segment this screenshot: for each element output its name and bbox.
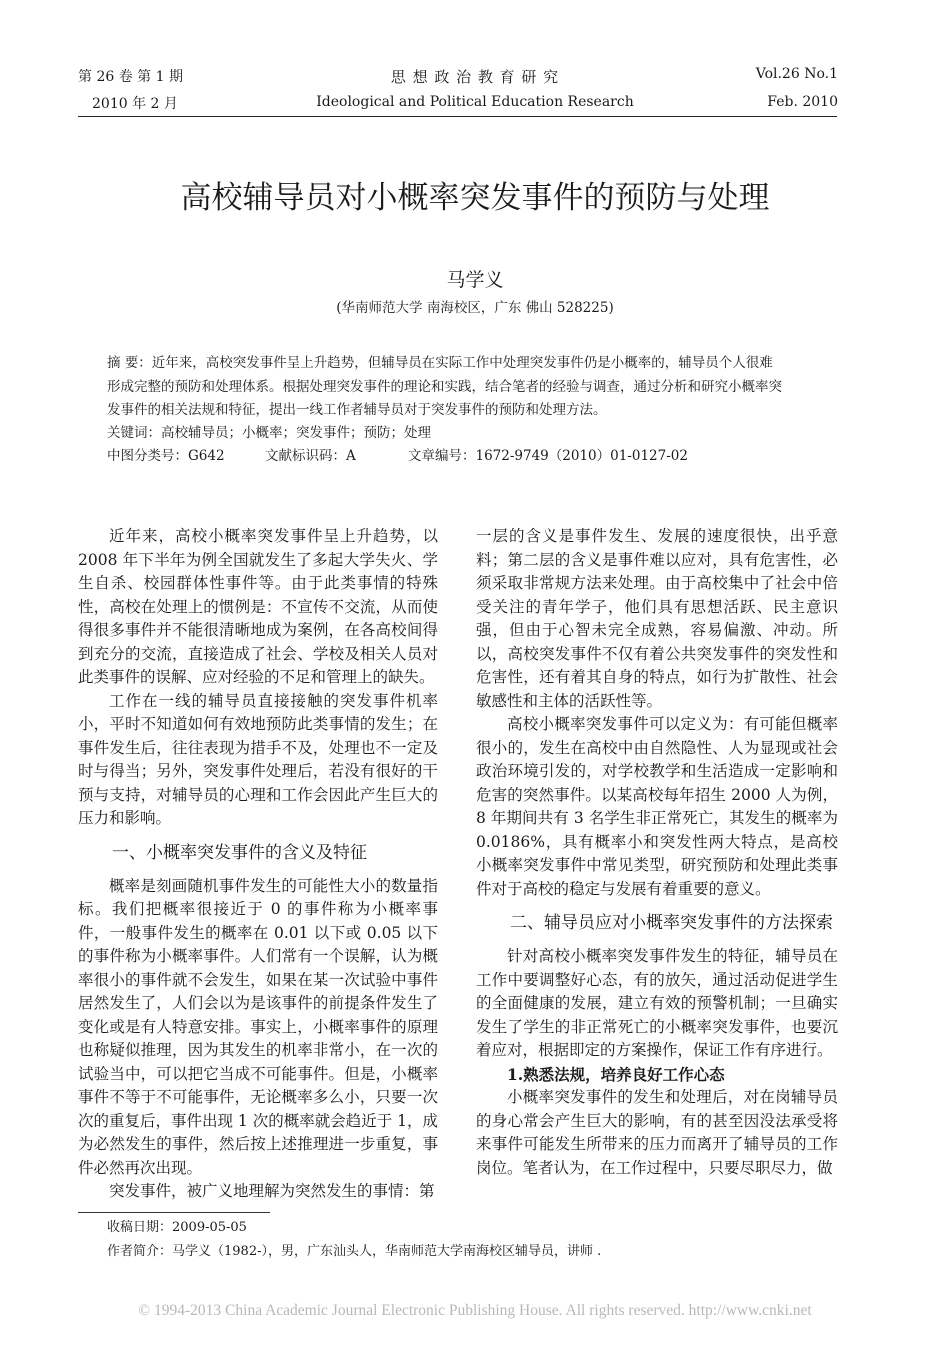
abstract-line: 发事件的相关法规和特征，提出一线工作者辅导员对于突发事件的预防和处理方法。 xyxy=(107,402,607,418)
paragraph: 针对高校小概率突发事件发生的特征，辅导员在工作中要调整好心态，有的放矢，通过活动促进学生的全面健康的发展，建立有效的预警机制；一旦确实发生了学生的非正常死亡的小概率突发事件，也要沉着应对，根据即定的方案操作，保证工作有序进行。 xyxy=(476,947,838,1059)
abstract-line: 形成完整的预防和处理体系。根据处理突发事件的理论和实践，结合笔者的经验与调查，通过分析和研究小概率突 xyxy=(107,379,782,395)
paragraph: 近年来，高校小概率突发事件呈上升趋势，以2008 年下半年为例全国就发生了多起大学失火、学生自杀、校园群体性事件等。由于此类事情的特殊性，高校在处理上的惯例是：不宣传不交流，从而使得很多事件并不能很清晰地成为案例，在各高校间得到充分的交流，直接造成了社会、学校及相关人员对此类事件的误解、应对经验的不足和管理上的缺失。 xyxy=(78,527,438,686)
header-vol-no: Vol.26 No.1 xyxy=(755,66,838,82)
author-bio: 作者简介：马学义（1982-），男，广东汕头人，华南师范大学南海校区辅导员，讲师 . xyxy=(107,1244,602,1259)
header-rule xyxy=(78,116,837,117)
document-code: 文献标识码：A xyxy=(265,448,356,464)
header-date: 2010 年 2 月 xyxy=(92,96,178,112)
section-heading: 二、辅导员应对小概率突发事件的方法探索 xyxy=(510,913,833,933)
subsection-heading: 1.熟悉法规，培养良好工作心态 xyxy=(507,1064,725,1084)
paragraph: 突发事件，被广义地理解为突然发生的事情：第 xyxy=(109,1182,435,1200)
header-volume-issue: 第 26 卷 第 1 期 xyxy=(78,69,183,85)
author-name: 马学义 xyxy=(446,269,504,291)
journal-name-cn: 思 想 政 治 教 育 研 究 xyxy=(390,68,560,86)
paragraph: 一层的含义是事件发生、发展的速度很快，出乎意料；第二层的含义是事件难以应对，具有危害性，必须采取非常规方法来处理。由于高校集中了社会中倍受关注的青年学子，他们具有思想活跃、民主意识强，但由于心智未完全成熟，容易偏激、冲动。所以，高校突发事件不仅有着公共突发事件的突发性和危害性，还有着其自身的特点，如行为扩散性、社会敏感性和主体的活跃性等。 xyxy=(476,527,838,710)
header-month: Feb. 2010 xyxy=(767,94,838,110)
paragraph: 小概率突发事件的发生和处理后，对在岗辅导员的身心常会产生巨大的影响，有的甚至因没法承受将来事件可能发生所带来的压力而离开了辅导员的工作岗位。笔者认为，在工作过程中，只要尽职尽力，做 xyxy=(476,1088,838,1177)
section-heading: 一、小概率突发事件的含义及特征 xyxy=(112,842,367,863)
left-column xyxy=(78,525,438,1204)
paragraph: 高校小概率突发事件可以定义为：有可能但概率很小的，发生在高校中由自然隐性、人为显现或社会政治环境引发的，对学校教学和生活造成一定影响和危害的突然事件。以某高校每年招生 2000 人为例，8 年期间共有 3 名学生非正常死亡，其发生的概率为 0.0186%，具有概率小和突发性两大特点，是高校小概率突发事件中常见类型，研究预防和处理此类事件对于高校的稳定与发展有着重要的意义。 xyxy=(476,715,838,898)
keywords: 关键词：高校辅导员；小概率；突发事件；预防；处理 xyxy=(107,425,431,441)
right-column xyxy=(476,525,838,1180)
paragraph: 概率是刻画随机事件发生的可能性大小的数量指标。我们把概率很接近于 0 的事件称为小概率事件，一般事件发生的概率在 0.01 以下或 0.05 以下的事件称为小概率事件。人们常有一个误解，认为概率很小的事件就不会发生，如果在某一次试验中事件居然发生了，人们会以为是该事件的前提条件发生了变化或是有人特意安排。事实上，小概率事件的原理也称疑似推理，因为其发生的机率非常小，在一次的试验当中，可以把它当成不可能事件。但是，小概率事件不等于不可能事件，无论概率多么小，只要一次次的重复后，事件出现 1 次的概率就会趋近于 1，成为必然发生的事件，然后按上述推理进一步重复，事件必然再次出现。 xyxy=(78,876,439,1177)
author-affiliation: (华南师范大学 南海校区，广东 佛山 528225) xyxy=(336,300,614,316)
abstract-line: 摘 要：近年来，高校突发事件呈上升趋势，但辅导员在实际工作中处理突发事件仍是小概率的，辅导员个人很难 xyxy=(107,355,773,371)
copyright-notice: © 1994-2013 China Academic Journal Electronic Publishing House. All rights reserved. http://www.cnki.net xyxy=(138,1302,812,1319)
received-date: 收稿日期：2009-05-05 xyxy=(107,1220,247,1235)
journal-name-en: Ideological and Political Education Research xyxy=(316,94,634,110)
paragraph: 工作在一线的辅导员直接接触的突发事件机率小，平时不知道如何有效地预防此类事情的发生；在事件发生后，往往表现为措手不及，处理也不一定及时与得当；另外，突发事件处理后，若没有很好的干预与支持，对辅导员的心理和工作会因此产生巨大的压力和影响。 xyxy=(78,691,438,827)
article-number: 文章编号：1672-9749（2010）01-0127-02 xyxy=(408,448,688,464)
footnote-rule xyxy=(78,1212,270,1213)
article-title: 高校辅导员对小概率突发事件的预防与处理 xyxy=(180,180,770,216)
clc-number: 中图分类号：G642 xyxy=(107,448,225,464)
